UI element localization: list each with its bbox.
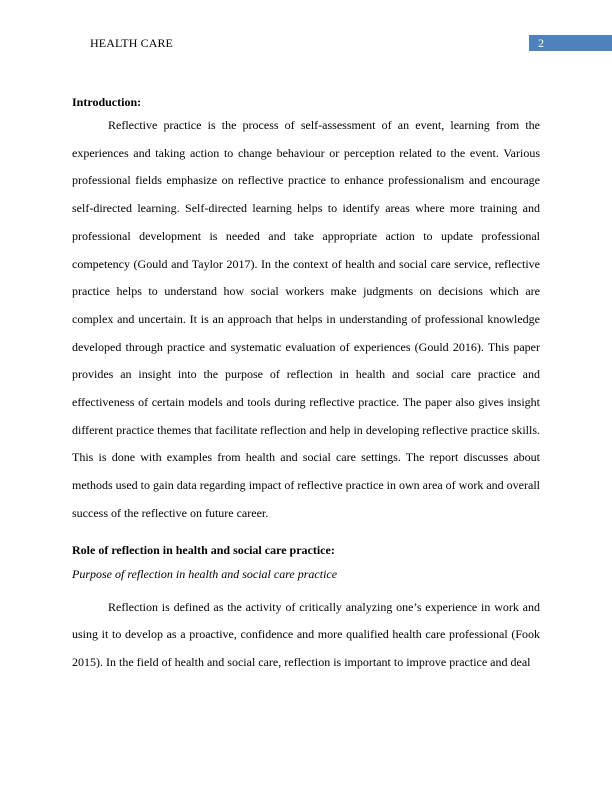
page-number: 2 — [538, 36, 544, 50]
role-of-reflection-paragraph: Reflection is defined as the activity of critically analyzing one’s experience in work and using it to develop as a proactive, confidence and more qualified health care professional (Fook 2015). In the field of health and social care, reflection is important to improve practice and deal — [72, 599, 540, 669]
purpose-of-reflection-subheading: Purpose of reflection in health and social care practice — [72, 566, 338, 581]
introduction-heading: Introduction: — [72, 95, 142, 109]
role-of-reflection-heading: Role of reflection in health and social care practice: — [72, 542, 335, 557]
page-number-box — [529, 35, 612, 51]
document-body — [72, 92, 540, 677]
section-spacer — [72, 528, 540, 540]
running-head: HEALTH CARE — [90, 36, 173, 50]
introduction-paragraph: Reflective practice is the process of self-assessment of an event, learning from the experiences and taking action to change behaviour or perception related to the event. Various professional fields emphasize on reflective practice to enhance professionalism and encourage self-directed learning. Self-directed learning helps to identify areas where more training and professional development is needed and take appropriate action to update professional competency (Gould and Taylor 2017). In the context of health and social care service, reflective practice helps to understand how social workers make judgments on decisions which are complex and uncertain. It is an approach that helps in understanding of professional knowledge developed through practice and systematic evaluation of experiences (Gould 2016). This paper provides an insight into the purpose of reflection in health and social care practice and effectiveness of certain models and tools during reflective practice. The paper also gives insight different practice themes that facilitate reflection and help in developing reflective practice skills. This is done with examples from health and social care settings. The report discusses about methods used to gain data regarding impact of reflective practice in own area of work and overall success of the reflective on future career. — [72, 118, 540, 520]
